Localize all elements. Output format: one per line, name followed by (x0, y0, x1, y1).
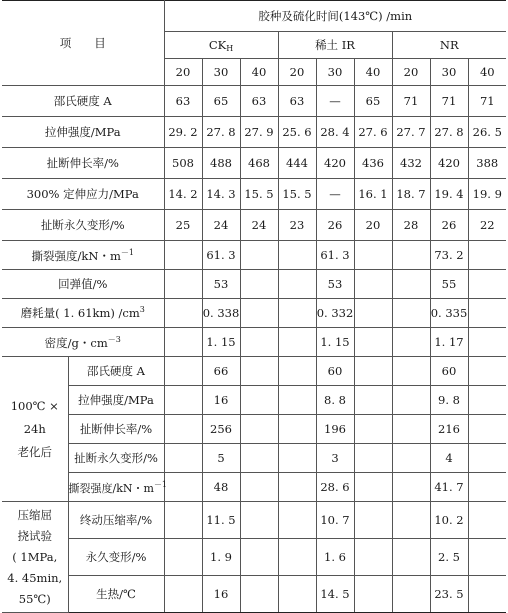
value-cell: 28. 4 (316, 117, 354, 148)
value-cell: 14. 5 (316, 576, 354, 613)
aging-group-label (2, 357, 68, 502)
row-label-text: 磨耗量( 1. 61km) /cm (20, 306, 140, 320)
value-cell: 8. 8 (316, 386, 354, 415)
row-label: 邵氏硬度 A (2, 86, 164, 117)
row-label (2, 328, 164, 357)
value-cell: 420 (430, 148, 468, 179)
value-cell: 388 (468, 148, 506, 179)
value-cell: 2. 5 (430, 539, 468, 576)
value-cell: 65 (202, 86, 240, 117)
value-cell: 22 (468, 210, 506, 241)
table-row (2, 502, 506, 539)
value-cell: 1. 15 (316, 328, 354, 357)
value-cell: 256 (202, 415, 240, 444)
table-row (2, 357, 506, 386)
data-table-container (2, 0, 506, 613)
value-cell: 66 (202, 357, 240, 386)
value-cell: 53 (316, 270, 354, 299)
value-cell: 216 (430, 415, 468, 444)
value-cell: 19. 4 (430, 179, 468, 210)
value-cell: 25. 6 (278, 117, 316, 148)
value-cell: 4 (430, 444, 468, 473)
value-cell: 20 (354, 210, 392, 241)
value-cell: 60 (430, 357, 468, 386)
row-label (2, 241, 164, 270)
value-cell: 65 (354, 86, 392, 117)
value-cell: 61. 3 (316, 241, 354, 270)
table-row (2, 117, 506, 148)
value-cell: — (316, 179, 354, 210)
value-cell: 48 (202, 473, 240, 502)
table-row (2, 386, 506, 415)
row-label: 邵氏硬度 A (68, 357, 164, 386)
aging-label-line: 100℃ × (10, 398, 59, 413)
row-label: 回弹值/% (2, 270, 164, 299)
rubber-nr-header: NR (392, 32, 506, 59)
value-cell: 63 (240, 86, 278, 117)
value-cell: 436 (354, 148, 392, 179)
rubber-ir-header: 稀土 IR (278, 32, 392, 59)
row-label: 扯断伸长率/% (68, 415, 164, 444)
value-cell: 0. 338 (202, 299, 240, 328)
compression-group-label (2, 502, 68, 613)
value-cell: 0. 332 (316, 299, 354, 328)
compression-label-line: ( 1MPa, (12, 549, 58, 564)
value-cell: 26 (430, 210, 468, 241)
time-cell: 30 (430, 59, 468, 86)
table-row (2, 415, 506, 444)
table-row (2, 270, 506, 299)
compression-label-line: 4. 45min, (7, 570, 63, 585)
value-cell: 3 (316, 444, 354, 473)
rubber-ckh-base: CK (208, 37, 227, 52)
value-cell: 27. 7 (392, 117, 430, 148)
row-label: 300% 定伸应力/MPa (2, 179, 164, 210)
value-cell: 9. 8 (430, 386, 468, 415)
value-cell: 444 (278, 148, 316, 179)
value-cell: 468 (240, 148, 278, 179)
value-cell: 5 (202, 444, 240, 473)
row-label-text: 撕裂强度/kN・m (68, 481, 154, 495)
row-label-sup: －1 (153, 479, 168, 489)
row-label (2, 299, 164, 328)
value-cell: 1. 6 (316, 539, 354, 576)
row-label-sup: －1 (120, 247, 134, 257)
value-cell: 26 (316, 210, 354, 241)
value-cell: 1. 9 (202, 539, 240, 576)
value-cell: 16 (202, 576, 240, 613)
value-cell: — (316, 86, 354, 117)
table-row (2, 179, 506, 210)
aging-label-line: 老化后 (17, 444, 52, 459)
group-title: 胶种及硫化时间(143℃) /min (164, 1, 506, 32)
row-label: 扯断永久变形/% (2, 210, 164, 241)
value-cell: 61. 3 (202, 241, 240, 270)
time-cell: 40 (240, 59, 278, 86)
value-cell: 27. 9 (240, 117, 278, 148)
value-cell: 420 (316, 148, 354, 179)
value-cell: 63 (164, 86, 202, 117)
value-cell: 16. 1 (354, 179, 392, 210)
value-cell: 14. 2 (164, 179, 202, 210)
table-row (2, 473, 506, 502)
row-label-text: 密度/g・cm (44, 335, 108, 350)
table-row (2, 328, 506, 357)
value-cell: 60 (316, 357, 354, 386)
value-cell: 1. 15 (202, 328, 240, 357)
value-cell: 508 (164, 148, 202, 179)
value-cell: 15. 5 (240, 179, 278, 210)
row-label-sup: 3 (139, 305, 145, 314)
value-cell: 41. 7 (430, 473, 468, 502)
value-cell: 14. 3 (202, 179, 240, 210)
rubber-ckh-header (164, 32, 278, 59)
value-cell: 27. 8 (202, 117, 240, 148)
table-row (2, 576, 506, 613)
value-cell: 26. 5 (468, 117, 506, 148)
time-cell: 20 (392, 59, 430, 86)
value-cell: 29. 2 (164, 117, 202, 148)
value-cell: 1. 17 (430, 328, 468, 357)
aging-label-line: 24h (23, 421, 46, 436)
row-label: 拉伸强度/MPa (68, 386, 164, 415)
table-row (2, 210, 506, 241)
time-cell: 20 (278, 59, 316, 86)
value-cell: 27. 8 (430, 117, 468, 148)
value-cell: 432 (392, 148, 430, 179)
value-cell: 196 (316, 415, 354, 444)
row-label: 拉伸强度/MPa (2, 117, 164, 148)
table-row (2, 299, 506, 328)
compression-label-line: 压缩屈 (17, 507, 52, 522)
value-cell: 10. 7 (316, 502, 354, 539)
row-label-sup: －3 (107, 334, 121, 344)
project-header: 项 目 (2, 1, 164, 86)
value-cell: 71 (430, 86, 468, 117)
value-cell: 18. 7 (392, 179, 430, 210)
row-label: 终动压缩率/% (68, 502, 164, 539)
table-row (2, 444, 506, 473)
rubber-ckh-sub: H (226, 43, 234, 53)
value-cell: 23 (278, 210, 316, 241)
time-cell: 40 (468, 59, 506, 86)
value-cell: 24 (202, 210, 240, 241)
rubber-properties-table (2, 0, 506, 613)
row-label: 生热/℃ (68, 576, 164, 613)
value-cell: 55 (430, 270, 468, 299)
time-cell: 30 (202, 59, 240, 86)
header-row-1 (2, 1, 506, 32)
value-cell: 28. 6 (316, 473, 354, 502)
value-cell: 25 (164, 210, 202, 241)
value-cell: 71 (468, 86, 506, 117)
value-cell: 19. 9 (468, 179, 506, 210)
value-cell: 27. 6 (354, 117, 392, 148)
value-cell: 0. 335 (430, 299, 468, 328)
value-cell: 15. 5 (278, 179, 316, 210)
compression-label-line: 挠试验 (17, 528, 52, 543)
value-cell: 24 (240, 210, 278, 241)
row-label: 扯断永久变形/% (68, 444, 164, 473)
row-label-text: 撕裂强度/kN・m (31, 248, 121, 263)
value-cell: 63 (278, 86, 316, 117)
row-label: 永久变形/% (68, 539, 164, 576)
value-cell: 488 (202, 148, 240, 179)
value-cell: 16 (202, 386, 240, 415)
table-row (2, 241, 506, 270)
row-label (68, 473, 168, 502)
time-cell: 30 (316, 59, 354, 86)
value-cell: 11. 5 (202, 502, 240, 539)
row-label: 扯断伸长率/% (2, 148, 164, 179)
time-cell: 40 (354, 59, 392, 86)
value-cell: 23. 5 (430, 576, 468, 613)
table-row (2, 86, 506, 117)
table-row (2, 148, 506, 179)
time-cell: 20 (164, 59, 202, 86)
value-cell: 10. 2 (430, 502, 468, 539)
value-cell: 73. 2 (430, 241, 468, 270)
table-row (2, 539, 506, 576)
value-cell: 28 (392, 210, 430, 241)
compression-label-line: 55℃) (18, 591, 51, 606)
value-cell: 53 (202, 270, 240, 299)
value-cell: 71 (392, 86, 430, 117)
